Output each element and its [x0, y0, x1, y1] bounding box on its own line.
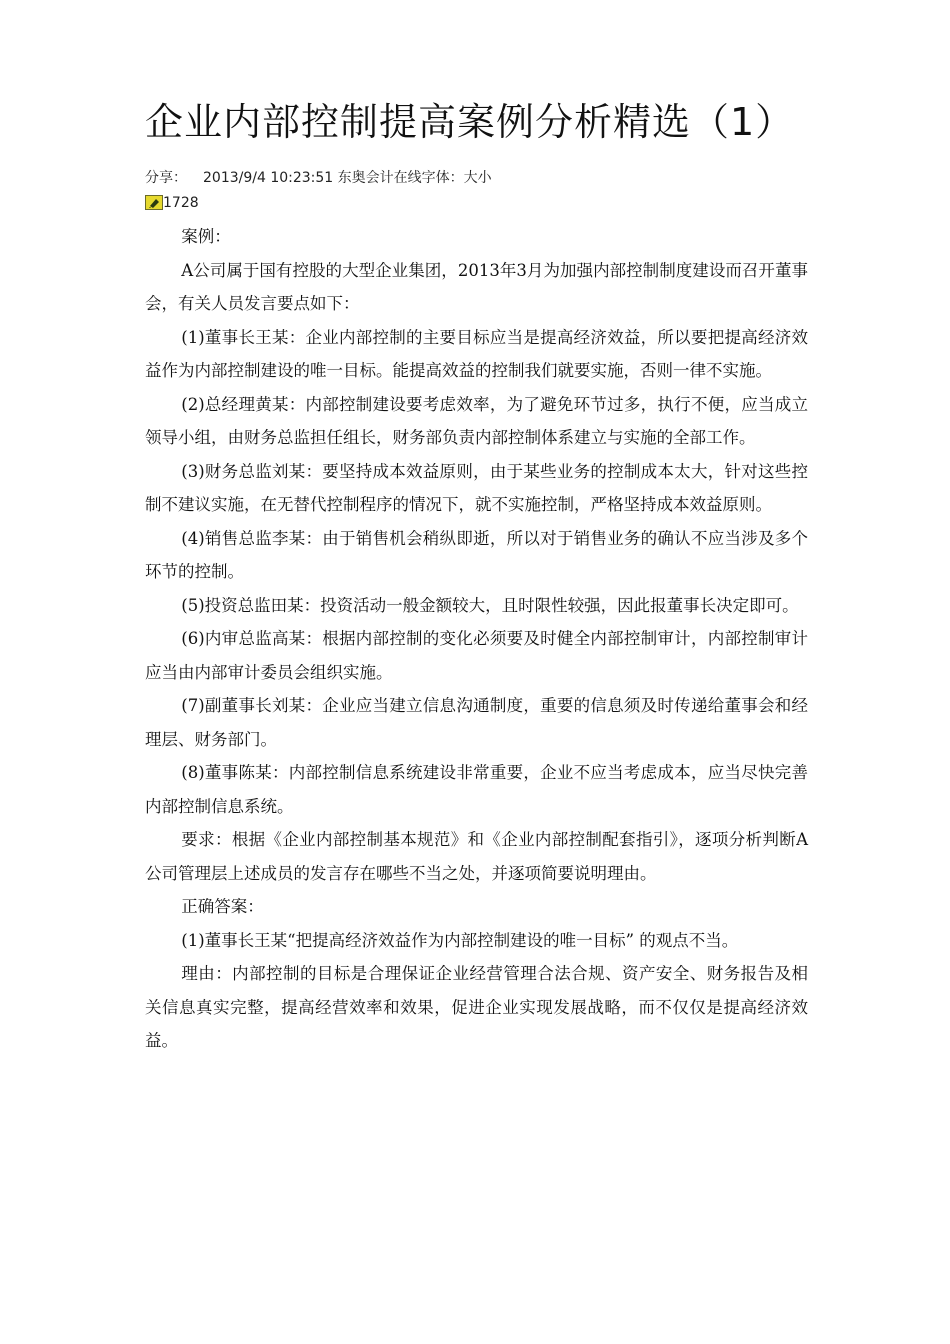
paragraph: 正确答案： [181, 897, 264, 916]
paragraph: A公司属于国有控股的大型企业集团，2013年3月为加强内部控制制度建设而召开董事会，有关人员发言要点如下： [145, 260, 808, 313]
paragraph: (2)总经理黄某：内部控制建设要考虑效率，为了避免环节过多，执行不便，应当成立领导小组，由财务总监担任组长，财务部负责内部控制体系建立与实施的全部工作。 [145, 394, 808, 447]
font-large-link[interactable]: 大 [463, 170, 478, 186]
article-meta [145, 168, 492, 188]
view-count-number: 1728 [163, 195, 199, 211]
publish-datetime: 2013/9/4 10:23:51 [203, 170, 334, 186]
view-count [145, 192, 199, 214]
paragraph: (1)董事长王某：企业内部控制的主要目标应当是提高经济效益，所以要把提高经济效益作为内部控制建设的唯一目标。能提高效益的控制我们就要实施，否则一律不实施。 [145, 327, 808, 380]
paragraph: (1)董事长王某“把提高经济效益作为内部控制建设的唯一目标” 的观点不当。 [181, 930, 739, 950]
source-name: 东奥会计在线 [337, 170, 422, 186]
paragraph: 要求：根据《企业内部控制基本规范》和《企业内部控制配套指引》，逐项分析判断A公司管理层上述成员的发言存在哪些不当之处，并逐项简要说明理由。 [145, 830, 808, 883]
paragraph: (6)内审总监高某：根据内部控制的变化必须要及时健全内部控制审计，内部控制审计应当由内部审计委员会组织实施。 [145, 629, 808, 682]
paragraph: (8)董事陈某：内部控制信息系统建设非常重要，企业不应当考虑成本，应当尽快完善内部控制信息系统。 [145, 763, 808, 816]
font-small-link[interactable]: 小 [477, 170, 492, 186]
article-title: 企业内部控制提高案例分析精选（1） [145, 100, 795, 144]
paragraph: (7)副董事长刘某：企业应当建立信息沟通制度，重要的信息须及时传递给董事会和经理层、财务部门。 [145, 696, 808, 749]
eye-view-icon [145, 195, 163, 210]
share-label[interactable]: 分享： [145, 170, 187, 186]
paragraph: (5)投资总监田某：投资活动一般金额较大，且时限性较强，因此报董事长决定即可。 [181, 595, 799, 615]
paragraph: 案例： [181, 227, 231, 246]
paragraph: 理由：内部控制的目标是合理保证企业经营管理合法合规、资产安全、财务报告及相关信息真实完整，提高经营效率和效果，促进企业实现发展战略，而不仅仅是提高经济效益。 [145, 964, 808, 1050]
paragraph: (3)财务总监刘某：要坚持成本效益原则，由于某些业务的控制成本太大，针对这些控制不建议实施，在无替代控制程序的情况下，就不实施控制，严格坚持成本效益原则。 [145, 461, 808, 514]
article-body [145, 220, 808, 1058]
font-size-label: 字体： [421, 170, 464, 186]
paragraph: (4)销售总监李某：由于销售机会稍纵即逝，所以对于销售业务的确认不应当涉及多个环节的控制。 [145, 528, 808, 581]
